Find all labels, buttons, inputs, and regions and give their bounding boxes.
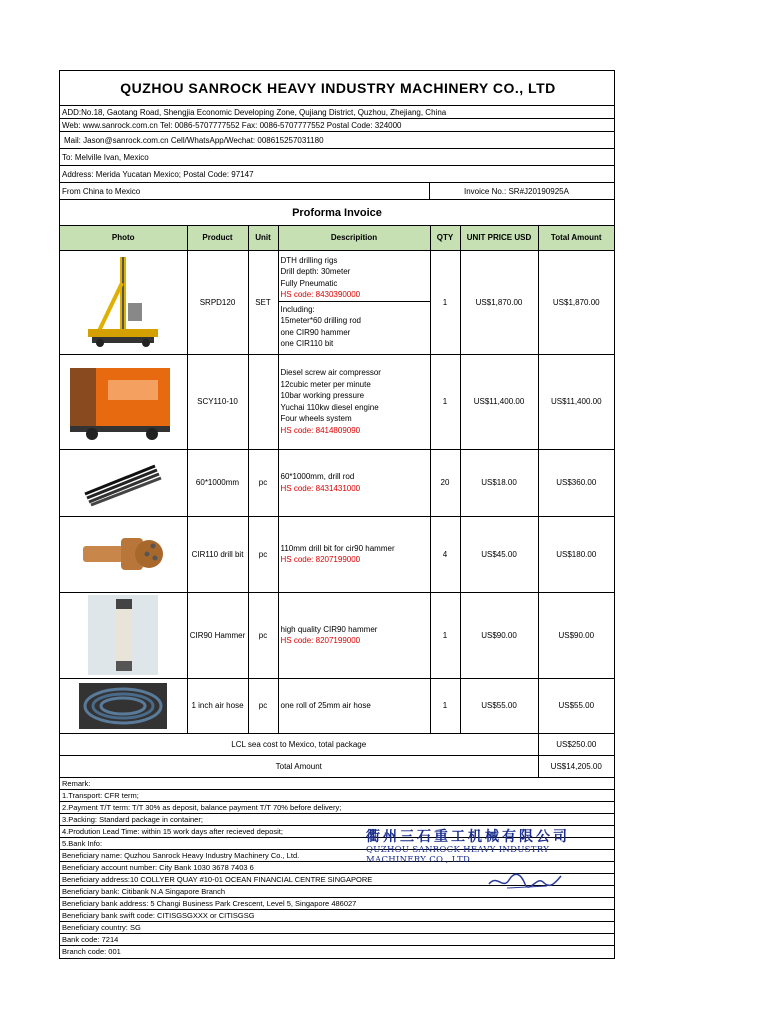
remark-line: 2.Payment T/T term: T/T 30% as deposit, balance payment T/T 70% before delivery;: [60, 802, 614, 814]
remark-line: Beneficiary name: Quzhou Sanrock Heavy Industry Machinery Co., Ltd.: [60, 850, 614, 862]
table-row: [60, 354, 614, 449]
route-row: [60, 183, 614, 200]
remark-line: Beneficiary bank address: 5 Changi Business Park Crescent, Level 5, Singapore 486027: [60, 898, 614, 910]
product-cell: 1 inch air hose: [187, 678, 248, 733]
table-row: [60, 678, 614, 733]
hs-code: HS code: 8430390000: [280, 290, 361, 299]
invoice-sheet: [59, 70, 615, 959]
product-cell: CIR90 Hammer: [187, 592, 248, 678]
total-cell: US$90.00: [538, 592, 614, 678]
company-name: QUZHOU SANROCK HEAVY INDUSTRY MACHINERY CO., LTD: [60, 71, 614, 106]
qty-cell: 1: [430, 678, 460, 733]
items-table: [60, 226, 614, 778]
table-row: [60, 449, 614, 516]
remark-line: 4.Prodution Lead Time: within 15 work days after recieved deposit;: [60, 826, 614, 838]
total-cell: US$180.00: [538, 516, 614, 592]
remark-line: 5.Bank Info:: [60, 838, 614, 850]
qty-cell: 1: [430, 250, 460, 354]
description-cell: [278, 250, 430, 354]
description-line: one CIR110 bit: [280, 339, 334, 348]
buyer-to: To: Melville Ivan, Mexico: [60, 149, 614, 166]
description-line: one roll of 25mm air hose: [280, 700, 371, 710]
remark-line: Branch code: 001: [62, 947, 121, 956]
air-compressor-photo: [60, 354, 187, 449]
remark-line: Beneficiary bank: Citibank N.A Singapore Branch: [60, 886, 614, 898]
description-line: one CIR90 hammer: [280, 327, 351, 337]
total-label: Total Amount: [60, 755, 538, 777]
description-line: Including:: [280, 304, 315, 314]
signature: [487, 870, 563, 897]
total-cell: US$11,400.00: [538, 354, 614, 449]
product-cell: 60*1000mm: [187, 449, 248, 516]
product-cell: SRPD120: [187, 250, 248, 354]
product-cell: CIR110 drill bit: [187, 516, 248, 592]
hs-code: HS code: 8431431000: [280, 483, 361, 493]
total-cell: US$360.00: [538, 449, 614, 516]
hs-code: HS code: 8207199000: [280, 555, 361, 564]
header-unit-price: UNIT PRICE USD: [460, 226, 538, 250]
table-header: [60, 226, 614, 250]
route: From China to Mexico: [60, 183, 430, 199]
description-cell: [278, 678, 430, 733]
shipping-row: [60, 733, 614, 755]
header-total: Total Amount: [538, 226, 614, 250]
description-line: high quality CIR90 hammer: [280, 624, 378, 634]
description-line: Drill depth: 30meter: [280, 267, 351, 276]
table-row: [60, 592, 614, 678]
remark-line: Beneficiary address:10 COLLYER QUAY #10-01 OCEAN FINANCIAL CENTRE SINGAPORE: [60, 874, 614, 886]
description-cell: [278, 449, 430, 516]
unit-price-cell: US$11,400.00: [460, 354, 538, 449]
description-line: 60*1000mm, drill rod: [280, 472, 355, 481]
invoice-number: Invoice No.: SR#J20190925A: [464, 186, 569, 196]
description-line: DTH drilling rigs: [280, 255, 338, 265]
drilling-rig-photo: [60, 250, 187, 354]
unit-price-cell: US$45.00: [460, 516, 538, 592]
description-line: Yuchai 110kw diesel engine: [280, 402, 379, 412]
unit-price-cell: US$1,870.00: [460, 250, 538, 354]
unit-cell: [248, 354, 278, 449]
included-items: [279, 301, 430, 350]
remarks: [60, 778, 614, 958]
remark-line: 1.Transport: CFR term;: [60, 790, 614, 802]
header-unit: Unit: [248, 226, 278, 250]
remark-line: Bank code: 7214: [60, 934, 614, 946]
document-title: Proforma Invoice: [60, 200, 614, 226]
unit-cell: pc: [248, 678, 278, 733]
description-line: 110mm drill bit for cir90 hammer: [280, 543, 395, 553]
hammer-photo: [60, 592, 187, 678]
unit-price-cell: US$90.00: [460, 592, 538, 678]
company-stamp: [366, 830, 588, 865]
total-cell: US$1,870.00: [538, 250, 614, 354]
hs-code: HS code: 8414809090: [280, 425, 361, 435]
table-row: [60, 516, 614, 592]
unit-price-cell: US$55.00: [460, 678, 538, 733]
product-cell: SCY110-10: [187, 354, 248, 449]
remark-line: Beneficiary country: SG: [60, 922, 614, 934]
description-line: Four wheels system: [280, 414, 352, 423]
total-row: [60, 755, 614, 777]
drill-bit-photo: [60, 516, 187, 592]
header-qty: QTY: [430, 226, 460, 250]
stamp-chinese: 衢州三石重工机械有限公司: [366, 829, 570, 845]
air-hose-photo: [60, 678, 187, 733]
qty-cell: 20: [430, 449, 460, 516]
table-row: [60, 250, 614, 354]
header-product: Product: [187, 226, 248, 250]
company-web: Web: www.sanrock.com.cn Tel: 0086-5707777552 Fax: 0086-5707777552 Postal Code: 324000: [60, 119, 614, 132]
description-line: Fully Pneumatic: [280, 278, 338, 288]
shipping-amount: US$250.00: [538, 733, 614, 755]
header-photo: Photo: [60, 226, 187, 250]
total-amount: US$14,205.00: [538, 755, 614, 777]
remark-line: Beneficiary bank swift code: CITISGSGXXX or CITISGSG: [60, 910, 614, 922]
unit-cell: SET: [248, 250, 278, 354]
unit-cell: pc: [248, 449, 278, 516]
stamp-english: QUZHOU SANROCK HEAVY INDUSTRY MACHINERY CO., LTD: [366, 845, 550, 865]
description-cell: [278, 516, 430, 592]
unit-cell: pc: [248, 592, 278, 678]
description-line: 12cubic meter per minute: [280, 379, 371, 389]
drill-rods-photo: [60, 449, 187, 516]
remark-line: Beneficiary account number: City Bank 1030 3678 7403 6: [60, 862, 614, 874]
qty-cell: 1: [430, 354, 460, 449]
total-cell: US$55.00: [538, 678, 614, 733]
unit-price-cell: US$18.00: [460, 449, 538, 516]
company-address: ADD:No.18, Gaotang Road, Shengjia Economic Developing Zone, Qujiang District, Quzhou, Zhejiang, China: [60, 106, 614, 119]
remark-line: 3.Packing: Standard package in container;: [60, 814, 614, 826]
description-line: 15meter*60 drilling rod: [280, 316, 361, 325]
company-mail: Mail: Jason@sanrock.com.cn Cell/WhatsApp/Wechat: 008615257031180: [60, 132, 614, 149]
qty-cell: 1: [430, 592, 460, 678]
qty-cell: 4: [430, 516, 460, 592]
unit-cell: pc: [248, 516, 278, 592]
shipping-label: LCL sea cost to Mexico, total package: [60, 733, 538, 755]
description-cell: [278, 592, 430, 678]
remark-line: Remark:: [60, 778, 614, 790]
header-description: Descripition: [278, 226, 430, 250]
description-line: 10bar working pressure: [280, 391, 365, 400]
description-line: Diesel screw air compressor: [280, 368, 381, 377]
description-cell: [278, 354, 430, 449]
hs-code: HS code: 8207199000: [280, 636, 361, 645]
buyer-address: Address: Merida Yucatan Mexico; Postal Code: 97147: [60, 166, 614, 183]
